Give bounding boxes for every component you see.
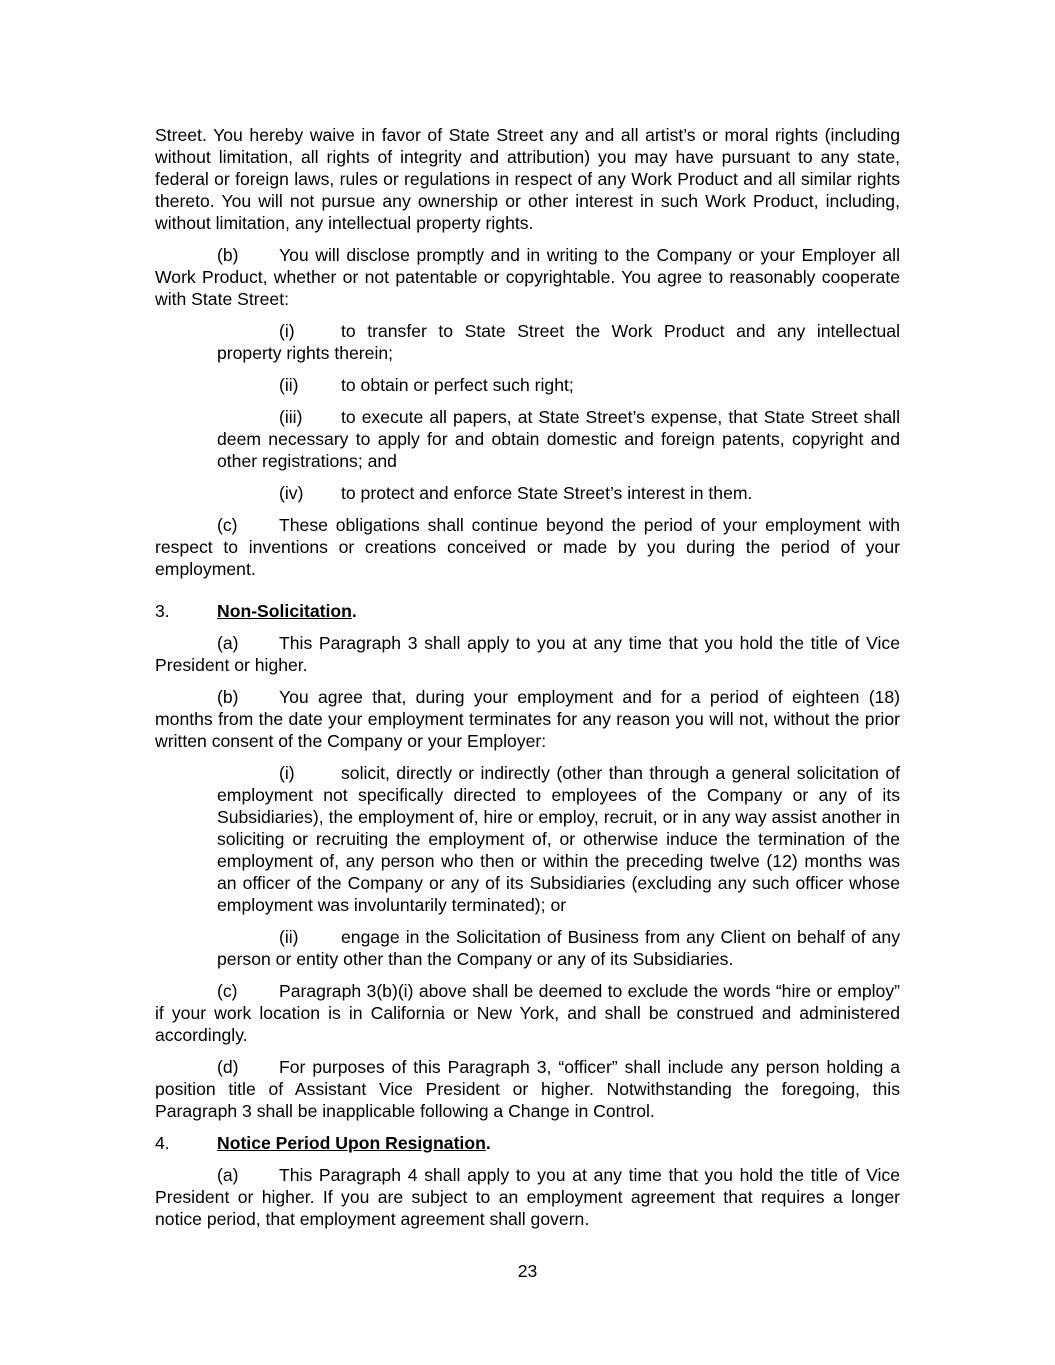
section-title: Non-Solicitation bbox=[217, 601, 352, 621]
paragraph-3a bbox=[155, 632, 900, 676]
paragraph-3b-ii bbox=[217, 926, 900, 970]
paragraph-2b-iii bbox=[217, 406, 900, 472]
paragraph-text: These obligations shall continue beyond the period of your employment with respect to inventions or creations conceived or made by you during the period of your employment. bbox=[155, 515, 900, 579]
section-title: Notice Period Upon Resignation bbox=[217, 1133, 486, 1153]
marker: (c) bbox=[217, 981, 238, 1001]
marker: (iii) bbox=[279, 407, 303, 427]
paragraph-3d bbox=[155, 1056, 900, 1122]
marker: (iv) bbox=[279, 483, 304, 503]
section-number: 4. bbox=[155, 1133, 170, 1153]
paragraph-text: solicit, directly or indirectly (other than through a general solicitation of employment not specifically directed to employees of the Company or any of its Subsidiaries), the employment of, hire or employ, recruit, or in any way assist another in soliciting or recruiting the employment of, or otherwise induce the termination of the employment of, any person who then or within the preceding twelve (12) months was an officer of the Company or any of its Subsidiaries (excluding any such officer whose employment was involuntarily terminated); or bbox=[217, 763, 900, 915]
paragraph-text: This Paragraph 3 shall apply to you at any time that you hold the title of Vice President or higher. bbox=[155, 633, 900, 675]
paragraph-text: You agree that, during your employment and for a period of eighteen (18) months from the date your employment terminates for any reason you will not, without the prior written consent of the Company or your Employer: bbox=[155, 687, 900, 751]
section-3-heading: 3. Non-Solicitation. bbox=[155, 601, 357, 621]
paragraph-3c bbox=[155, 980, 900, 1046]
marker: (a) bbox=[217, 1165, 239, 1185]
paragraph-text: This Paragraph 4 shall apply to you at any time that you hold the title of Vice President or higher. If you are subject to an employment agreement that requires a longer notice period, that employment agreement shall govern. bbox=[155, 1165, 900, 1229]
paragraph-2c bbox=[155, 514, 900, 580]
paragraph-2b-i bbox=[217, 320, 900, 364]
paragraph-text: engage in the Solicitation of Business from any Client on behalf of any person or entity other than the Company or any of its Subsidiaries. bbox=[217, 927, 900, 969]
marker: (d) bbox=[217, 1057, 239, 1077]
paragraph-text: You will disclose promptly and in writing to the Company or your Employer all Work Product, whether or not patentable or copyrightable. You agree to reasonably cooperate with State Street: bbox=[155, 245, 900, 309]
marker: (c) bbox=[217, 515, 238, 535]
paragraph-4a bbox=[155, 1164, 900, 1230]
body-text bbox=[155, 124, 900, 1240]
intro-paragraph: Street. You hereby waive in favor of State Street any and all artist’s or moral rights (including without limitation, all rights of integrity and attribution) you may have pursuant to any state, federal or foreign laws, rules or regulations in respect of any Work Product and all similar rights thereto. You will not pursue any ownership or other interest in such Work Product, including, without limitation, any intellectual property rights. bbox=[155, 125, 900, 233]
marker: (b) bbox=[217, 245, 239, 265]
marker: (a) bbox=[217, 633, 239, 653]
paragraph-2b-iv bbox=[217, 482, 900, 504]
paragraph-text: to protect and enforce State Street’s interest in them. bbox=[341, 483, 753, 503]
paragraph-3b bbox=[155, 686, 900, 752]
marker: (ii) bbox=[279, 927, 299, 947]
paragraph-2b-ii bbox=[217, 374, 900, 396]
paragraph-text: Paragraph 3(b)(i) above shall be deemed to exclude the words “hire or employ” if your work location is in California or New York, and shall be construed and administered accordingly. bbox=[155, 981, 900, 1045]
marker: (i) bbox=[279, 763, 295, 783]
paragraph-text: to obtain or perfect such right; bbox=[341, 375, 574, 395]
marker: (b) bbox=[217, 687, 239, 707]
section-number: 3. bbox=[155, 601, 170, 621]
paragraph-3b-i bbox=[217, 762, 900, 916]
paragraph-text: to transfer to State Street the Work Product and any intellectual property rights therein; bbox=[217, 321, 900, 363]
marker: (ii) bbox=[279, 375, 299, 395]
paragraph-text: For purposes of this Paragraph 3, “officer” shall include any person holding a position title of Assistant Vice President or higher. Notwithstanding the foregoing, this Paragraph 3 shall be inapplicable following a Change in Control. bbox=[155, 1057, 900, 1121]
paragraph-text: to execute all papers, at State Street’s expense, that State Street shall deem necessary to apply for and obtain domestic and foreign patents, copyright and other registrations; and bbox=[217, 407, 900, 471]
page-number: 23 bbox=[517, 1261, 538, 1281]
paragraph-2b bbox=[155, 244, 900, 310]
section-4-heading: 4. Notice Period Upon Resignation. bbox=[155, 1133, 491, 1153]
marker: (i) bbox=[279, 321, 295, 341]
